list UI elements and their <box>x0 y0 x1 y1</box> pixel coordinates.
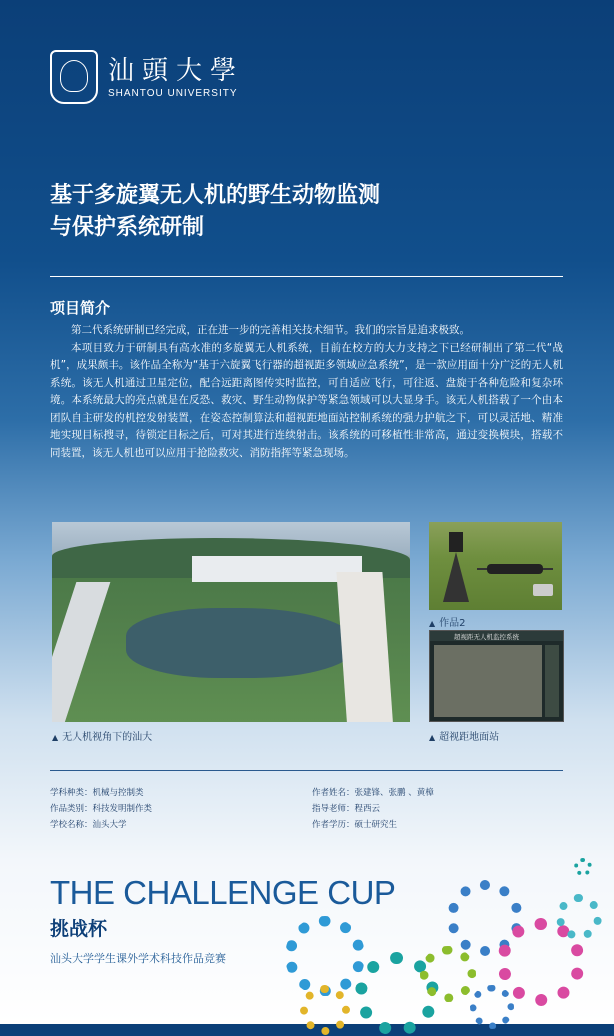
title-line-1: 基于多旋翼无人机的野生动物监测 <box>50 183 381 208</box>
project-info-left <box>50 785 152 833</box>
title-divider <box>50 276 563 277</box>
subject-type: 学科种类：机械与控制类 <box>50 788 144 798</box>
ground-station-caption: ▲ 超视距地面站 <box>429 732 500 743</box>
intro-paragraph-1: 第二代系统研制已经完成，正在进一步的完善相关技术细节。我们的宗旨是追求极致。 <box>71 324 470 336</box>
competition-subtitle: 汕头大学学生课外学术科技作品竞赛 <box>50 952 226 965</box>
drone-photo-caption: ▲ 作品2 <box>429 618 466 629</box>
campus-aerial-photo <box>52 522 410 722</box>
intro-paragraph-2: 本项目致力于研制具有高水准的多旋翼无人机系统，目前在校方的大力支持之下已经研制出了第二代“战机”，成果颇丰。该作品全称为“基于六旋翼飞行器的超视距多领域应急系统”，是一款应用面十分广泛的无人机系统。该无人机通过卫星定位，配合远距离图传实时监控，可自适应飞行，可往返、盘旋于各种危险和复杂环境。本系统最大的亮点就是在反恐、救灾、野生动物保护等紧急领域可以大显身手。该无人机搭载了一个由本团队自主研发的机控发射装置，在姿态控制算法和超视距地面站控制系统的强力护航之下，可以灵活地、精准地实现目标搜寻，待锁定目标之后，可对其进行连续射击。该系统的可移植性非常高，通过变换模块，搭载不同装置，该无人机也可以应用于抢险救灾、消防指挥等紧急现场。 <box>50 341 563 459</box>
ground-station-title: 超视距无人机监控系统 <box>454 633 519 641</box>
university-logo <box>50 50 244 104</box>
challenge-cup-title-cn: 挑战杯 <box>50 918 108 940</box>
title-line-2: 与保护系统研制 <box>50 215 205 240</box>
advisor-name: 指导老师：程西云 <box>312 804 381 814</box>
university-seal-icon <box>50 50 98 104</box>
intro-heading: 项目简介 <box>50 299 111 317</box>
ground-station-screenshot <box>429 630 564 722</box>
triangle-marker-icon: ▲ <box>429 733 436 742</box>
intro-text <box>50 322 563 462</box>
university-name-cn: 汕頭大學 <box>108 55 245 86</box>
drone-photo <box>429 522 562 610</box>
university-name-en: SHANTOU UNIVERSITY <box>108 87 238 99</box>
project-title <box>50 180 470 244</box>
triangle-marker-icon: ▲ <box>52 733 59 742</box>
work-category: 作品类别：科技发明制作类 <box>50 804 153 814</box>
project-info-right <box>312 785 434 833</box>
author-names: 作者姓名：张建锋、张鹏 、黄樟 <box>312 788 434 798</box>
school-name: 学校名称：汕头大学 <box>50 820 127 830</box>
triangle-marker-icon: ▲ <box>429 619 436 628</box>
campus-photo-caption: ▲ 无人机视角下的汕大 <box>52 732 153 743</box>
author-degree: 作者学历：硕士研究生 <box>312 820 398 830</box>
info-divider <box>50 770 563 771</box>
challenge-cup-title-en: THE CHALLENGE CUP <box>50 874 396 911</box>
